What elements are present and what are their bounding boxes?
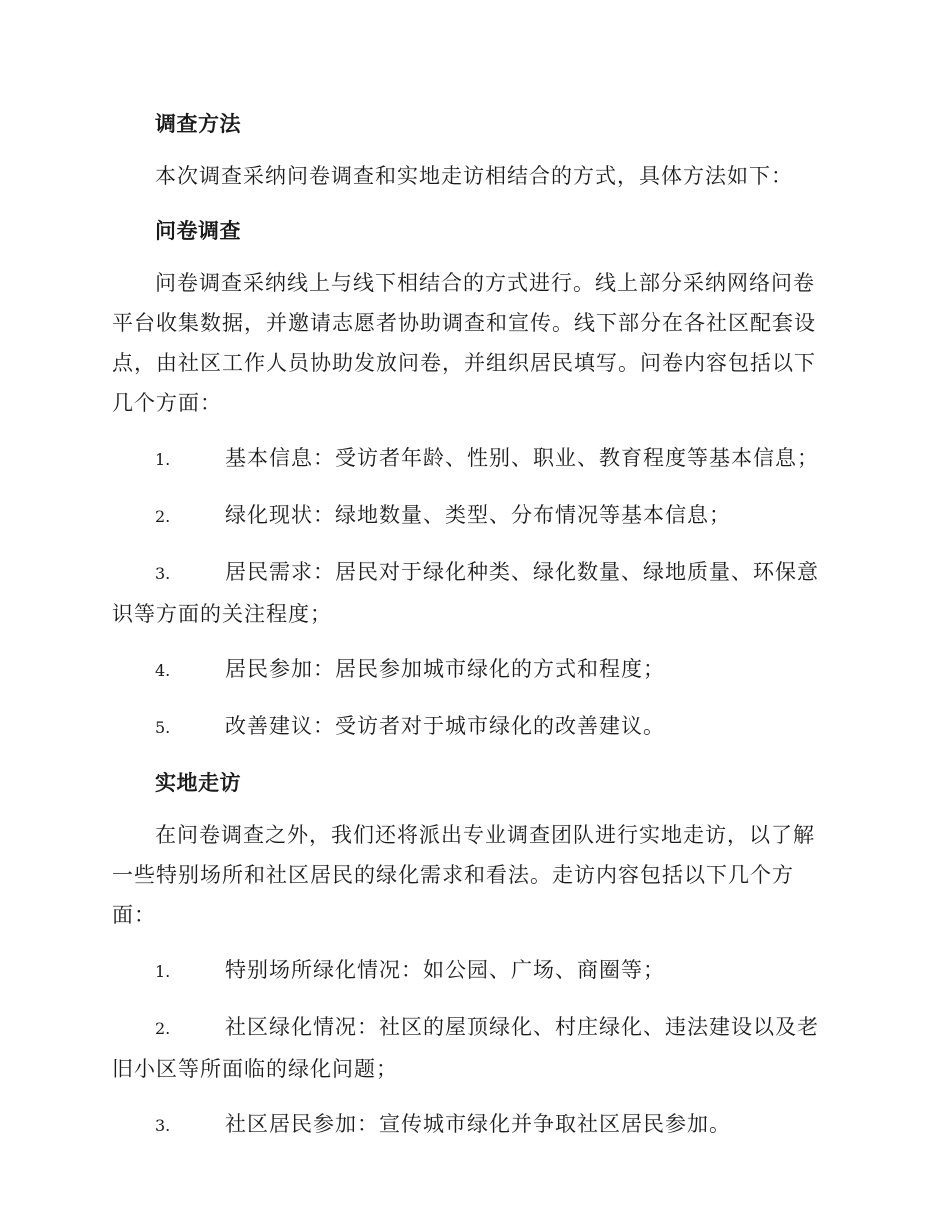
list-item-number: 2.	[155, 1019, 171, 1038]
list-item	[112, 649, 836, 691]
list-item-text: 居民参加：居民参加城市绿化的方式和程度；	[225, 657, 665, 681]
section-heading-questionnaire: 问卷调查	[155, 219, 241, 243]
list-item-number: 4.	[155, 661, 171, 680]
list-item	[112, 438, 836, 480]
document-page	[112, 104, 836, 1161]
section-intro-questionnaire: 问卷调查采纳线上与线下相结合的方式进行。线上部分采纳网络问卷平台收集数据，并邀请志愿者协助调查和宣传。线下部分在各社区配套设点，由社区工作人员协助发放问卷，并组织居民填写。问卷内容包括以下几个方面：	[112, 271, 816, 415]
list-item-text: 居民需求：居民对于绿化种类、绿化数量、绿地质量、环保意识等方面的关注程度；	[112, 560, 819, 626]
list-item-number: 1.	[155, 450, 171, 469]
section-heading-field-visit: 实地走访	[155, 771, 241, 795]
list-item	[112, 552, 836, 634]
section-intro-field-visit: 在问卷调查之外，我们还将派出专业调查团队进行实地走访，以了解一些特别场所和社区居民的绿化需求和看法。走访内容包括以下几个方面：	[112, 823, 815, 927]
list-item	[112, 1104, 836, 1146]
list-item-number: 3.	[155, 564, 171, 583]
list-item-text: 改善建议：受访者对于城市绿化的改善建议。	[225, 714, 665, 738]
list-item	[112, 495, 836, 537]
list-item-text: 基本信息：受访者年龄、性别、职业、教育程度等基本信息；	[225, 446, 819, 470]
section-heading-survey-methods: 调查方法	[155, 112, 241, 136]
list-item-number: 2.	[155, 507, 171, 526]
list-item-text: 社区居民参加：宣传城市绿化并争取社区居民参加。	[225, 1112, 731, 1136]
list-item-number: 3.	[155, 1116, 171, 1135]
list-item-number: 1.	[155, 962, 171, 981]
list-item	[112, 1007, 836, 1089]
list-item	[112, 950, 836, 992]
list-item-number: 5.	[155, 718, 171, 737]
list-item	[112, 706, 836, 748]
list-item-text: 社区绿化情况：社区的屋顶绿化、村庄绿化、违法建设以及老旧小区等所面临的绿化问题；	[112, 1015, 819, 1081]
list-item-text: 特别场所绿化情况：如公园、广场、商圈等；	[225, 958, 665, 982]
section-intro-survey-methods: 本次调查采纳问卷调查和实地走访相结合的方式，具体方法如下：	[155, 164, 793, 188]
list-item-text: 绿化现状：绿地数量、类型、分布情况等基本信息；	[225, 503, 731, 527]
